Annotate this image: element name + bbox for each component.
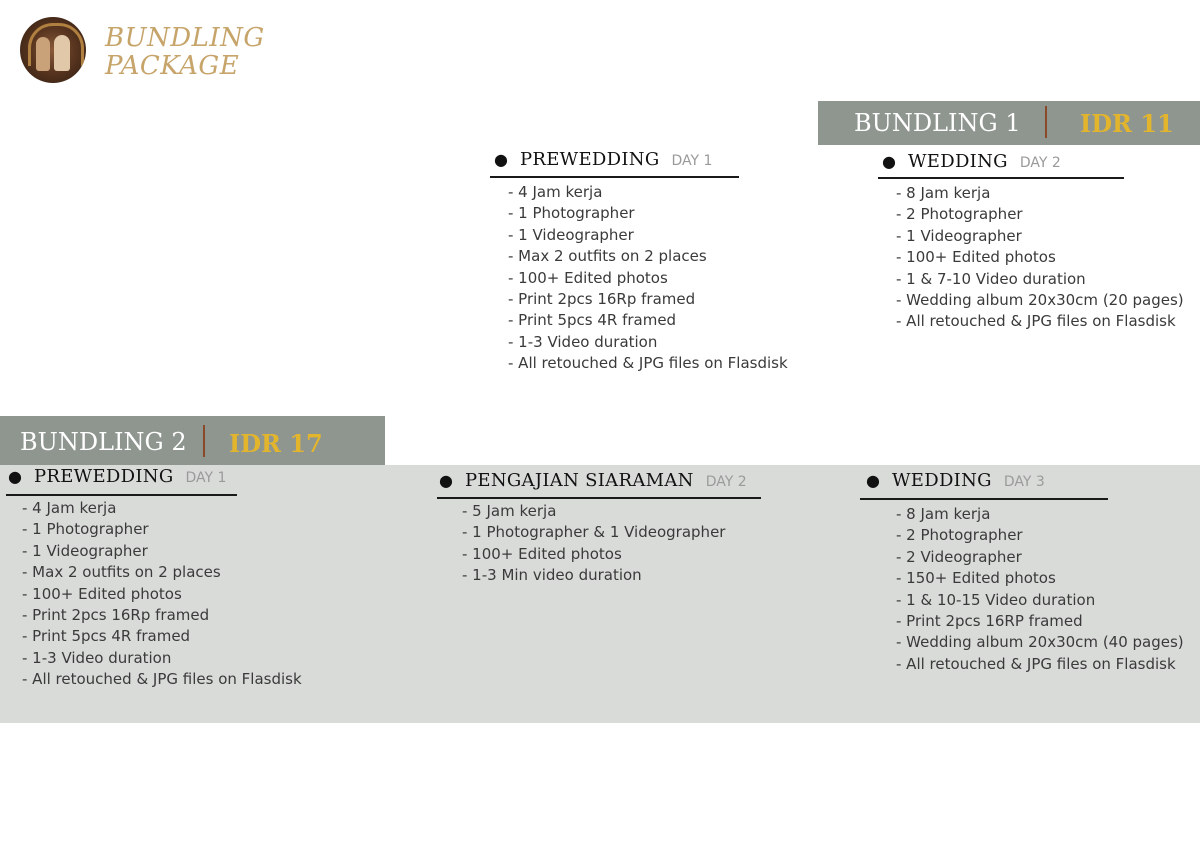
list-item: - All retouched & JPG files on Flasdisk [22, 670, 302, 689]
b2-prewedding-list [22, 498, 302, 691]
list-item: - 4 Jam kerja [508, 183, 603, 201]
list-item: - 100+ Edited photos [508, 268, 668, 287]
b2-pengajian-underline [437, 497, 761, 499]
bullet-icon: ● [8, 467, 22, 486]
bundling2-divider [203, 425, 205, 457]
list-item: - All retouched & JPG files on Flasdisk [896, 654, 1176, 673]
list-item: - Print 2pcs 16Rp framed [22, 606, 210, 625]
b2-prewedding-day: DAY 1 [185, 470, 227, 486]
list-item: - All retouched & JPG files on Flasdisk [896, 312, 1176, 331]
list-item: - 8 Jam kerja [896, 505, 991, 523]
list-item: - 100+ Edited photos [22, 584, 182, 603]
bundling2-price: IDR 17 [229, 429, 323, 458]
b2-wedding-underline [860, 498, 1108, 500]
b1-wedding-day: DAY 2 [1019, 155, 1061, 171]
list-item: - 1 Photographer & 1 Videographer [462, 523, 726, 542]
list-item: - 100+ Edited photos [896, 248, 1056, 267]
list-item: - 2 Photographer [896, 526, 1023, 545]
list-item: - Print 5pcs 4R framed [508, 311, 677, 330]
b2-prewedding-heading [8, 466, 226, 487]
b1-wedding-title: WEDDING [907, 151, 1008, 172]
b2-prewedding-title: PREWEDDING [33, 466, 174, 487]
list-item: - 1 Photographer [22, 520, 149, 539]
list-item: - 2 Videographer [896, 547, 1022, 566]
list-item: - 1-3 Min video duration [462, 566, 642, 585]
page-title [105, 24, 265, 80]
bundling1-price: IDR 11 [1080, 109, 1174, 138]
b1-prewedding-heading [494, 149, 712, 170]
page-title-line2: PACKAGE [105, 51, 240, 81]
bullet-icon: ● [882, 152, 896, 171]
list-item: - 1 & 10-15 Video duration [896, 590, 1096, 609]
list-item: - 1-3 Video duration [508, 332, 658, 351]
bundling1-divider [1045, 106, 1047, 138]
bundling1-name: BUNDLING 1 [854, 109, 1021, 137]
list-item: - 1 Videographer [896, 226, 1022, 245]
list-item: - 1-3 Video duration [22, 648, 172, 667]
list-item: - 8 Jam kerja [896, 184, 991, 202]
list-item: - 4 Jam kerja [22, 499, 117, 517]
list-item: - All retouched & JPG files on Flasdisk [508, 354, 788, 373]
bullet-icon: ● [439, 471, 453, 490]
list-item: - 100+ Edited photos [462, 544, 622, 563]
list-item: - 1 & 7-10 Video duration [896, 269, 1086, 288]
b1-prewedding-underline [490, 176, 739, 178]
b1-wedding-underline [878, 177, 1124, 179]
bullet-icon: ● [494, 150, 508, 169]
bundling2-name: BUNDLING 2 [20, 428, 187, 456]
bullet-icon: ● [866, 471, 880, 490]
list-item: - Print 2pcs 16RP framed [896, 612, 1083, 631]
b1-wedding-heading [882, 151, 1061, 172]
list-item: - Wedding album 20x30cm (40 pages) [896, 633, 1184, 652]
list-item: - 1 Photographer [508, 204, 635, 223]
list-item: - Print 2pcs 16Rp framed [508, 290, 696, 309]
b1-prewedding-day: DAY 1 [671, 153, 713, 169]
b1-wedding-list [896, 183, 1184, 333]
list-item: - 1 Videographer [508, 225, 634, 244]
b2-wedding-list [896, 504, 1184, 675]
b2-wedding-heading [866, 470, 1045, 491]
list-item: - 5 Jam kerja [462, 502, 557, 520]
b2-pengajian-day: DAY 2 [705, 474, 747, 490]
b1-prewedding-title: PREWEDDING [519, 149, 660, 170]
list-item: - Max 2 outfits on 2 places [508, 247, 707, 266]
b2-pengajian-heading [439, 470, 747, 491]
list-item: - 2 Photographer [896, 205, 1023, 224]
b2-pengajian-list [462, 501, 725, 587]
logo-photo [20, 17, 86, 83]
b2-wedding-title: WEDDING [891, 470, 992, 491]
b2-prewedding-underline [6, 494, 237, 496]
b2-wedding-day: DAY 3 [1003, 474, 1045, 490]
list-item: - Print 5pcs 4R framed [22, 627, 191, 646]
list-item: - 150+ Edited photos [896, 569, 1056, 588]
list-item: - Wedding album 20x30cm (20 pages) [896, 291, 1184, 310]
list-item: - Max 2 outfits on 2 places [22, 563, 221, 582]
b2-pengajian-title: PENGAJIAN SIARAMAN [464, 470, 694, 491]
page-title-line1: BUNDLING [105, 23, 265, 53]
b1-prewedding-list [508, 182, 788, 375]
list-item: - 1 Videographer [22, 541, 148, 560]
